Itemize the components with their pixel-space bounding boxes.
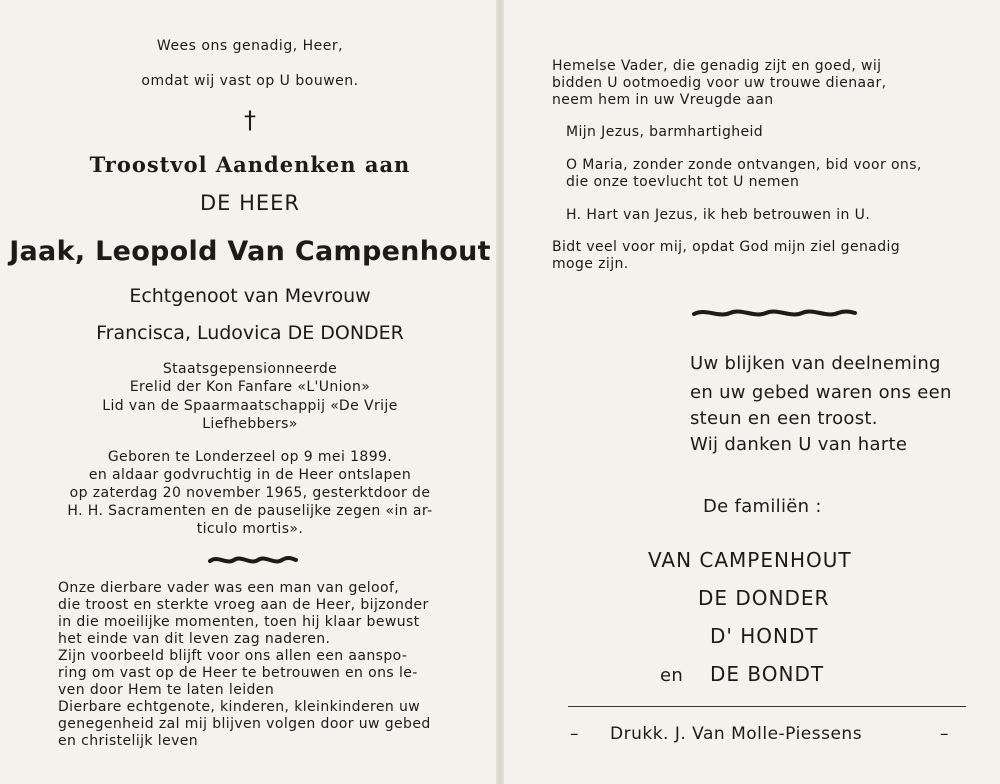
memorial-heading: Troostvol Aandenken aan — [89, 152, 411, 177]
tribute-text — [58, 580, 478, 750]
family-name: DE BONDT — [710, 662, 825, 686]
thanks-line: Uw blijken van deelneming — [690, 353, 941, 374]
title-line: Erelid der Kon Fanfare «L'Union» — [129, 379, 371, 395]
verse-line-2: omdat wij vast op U bouwen. — [141, 73, 359, 89]
verse-line-1: Wees ons genadig, Heer, — [156, 38, 344, 54]
tribute-line: het einde van dit leven zag naderen. — [58, 631, 331, 647]
ornament-divider-icon — [208, 553, 298, 567]
spouse-intro: Echtgenoot van Mevrouw — [129, 285, 371, 307]
prayer-line: die onze toevlucht tot U nemen — [566, 174, 800, 190]
family-name: DE DONDER — [698, 586, 830, 610]
prayer-line: O Maria, zonder zonde ontvangen, bid voor ons, — [566, 157, 922, 173]
life-line: Geboren te Londerzeel op 9 mei 1899. — [107, 449, 393, 465]
tribute-line: ring om vast op de Heer te betrouwen en ons le- — [58, 665, 418, 681]
prayer-3 — [566, 157, 922, 191]
tribute-line: genegenheid zal mij blijven volgen door uw gebed — [58, 716, 431, 732]
prayer-5 — [552, 239, 900, 273]
prayer-line: H. Hart van Jezus, ik heb betrouwen in U. — [566, 207, 871, 223]
ornament-divider-icon — [690, 306, 858, 320]
tribute-line: Onze dierbare vader was een man van geloof, — [58, 580, 400, 596]
prayer-2 — [566, 124, 763, 141]
prayer-line: Bidt veel voor mij, opdat God mijn ziel genadig — [552, 239, 901, 255]
prayer-line: Hemelse Vader, die genadig zijt en goed, wij — [552, 58, 882, 74]
tribute-line: in die moeilijke momenten, toen hij klaar bewust — [58, 614, 420, 630]
prayer-4 — [566, 207, 870, 224]
spouse-name: Francisca, Ludovica DE DONDER — [96, 322, 404, 344]
life-line: op zaterdag 20 november 1965, gesterktdoor de — [69, 485, 431, 501]
cross-icon: † — [244, 106, 256, 134]
life-line: en aldaar godvruchtig in de Heer ontslapen — [88, 467, 412, 483]
prayer-line: neem hem in uw Vreugde aan — [552, 92, 774, 108]
title-line: Lid van de Spaarmaatschappij «De Vrije — [102, 398, 398, 414]
footer-dash-right: – — [940, 724, 949, 744]
thanks-line: Wij danken U van harte — [690, 434, 908, 455]
prayer-line: Mijn Jezus, barmhartigheid — [566, 124, 764, 140]
prayer-line: bidden U ootmoedig voor uw trouwe dienaar, — [552, 75, 887, 91]
footer-dash-left: – — [570, 724, 579, 744]
prayer-1 — [552, 58, 988, 109]
life-line: ticulo mortis». — [196, 521, 304, 537]
family-name: VAN CAMPENHOUT — [648, 548, 852, 572]
tribute-line: en christelijk leven — [58, 733, 199, 749]
tribute-line: Zijn voorbeeld blijft voor ons allen een aanspo- — [58, 648, 408, 664]
deceased-name: Jaak, Leopold Van Campenhout — [9, 236, 491, 267]
tribute-line: die troost en sterkte vroeg aan de Heer, bijzonder — [58, 597, 429, 613]
title-de-heer: DE HEER — [199, 191, 301, 215]
title-line: Staatsgepensionneerde — [162, 361, 338, 377]
thanks-line: steun en een troost. — [690, 408, 878, 429]
tribute-line: Dierbare echtgenote, kinderen, kleinkinderen uw — [58, 699, 421, 715]
footer-rule — [568, 706, 966, 707]
title-line: Liefhebbers» — [202, 416, 298, 432]
thanks-line: en uw gebed waren ons een — [690, 382, 952, 403]
family-name: D' HONDT — [710, 624, 819, 648]
families-intro: De familiën : — [703, 496, 822, 517]
life-line: H. H. Sacramenten en de pauselijke zegen «in ar- — [67, 503, 433, 519]
tribute-line: ven door Hem te laten leiden — [58, 682, 275, 698]
families-and: en — [660, 665, 684, 686]
printer-credit: Drukk. J. Van Molle-Piessens — [610, 724, 863, 744]
prayer-line: moge zijn. — [552, 256, 629, 272]
